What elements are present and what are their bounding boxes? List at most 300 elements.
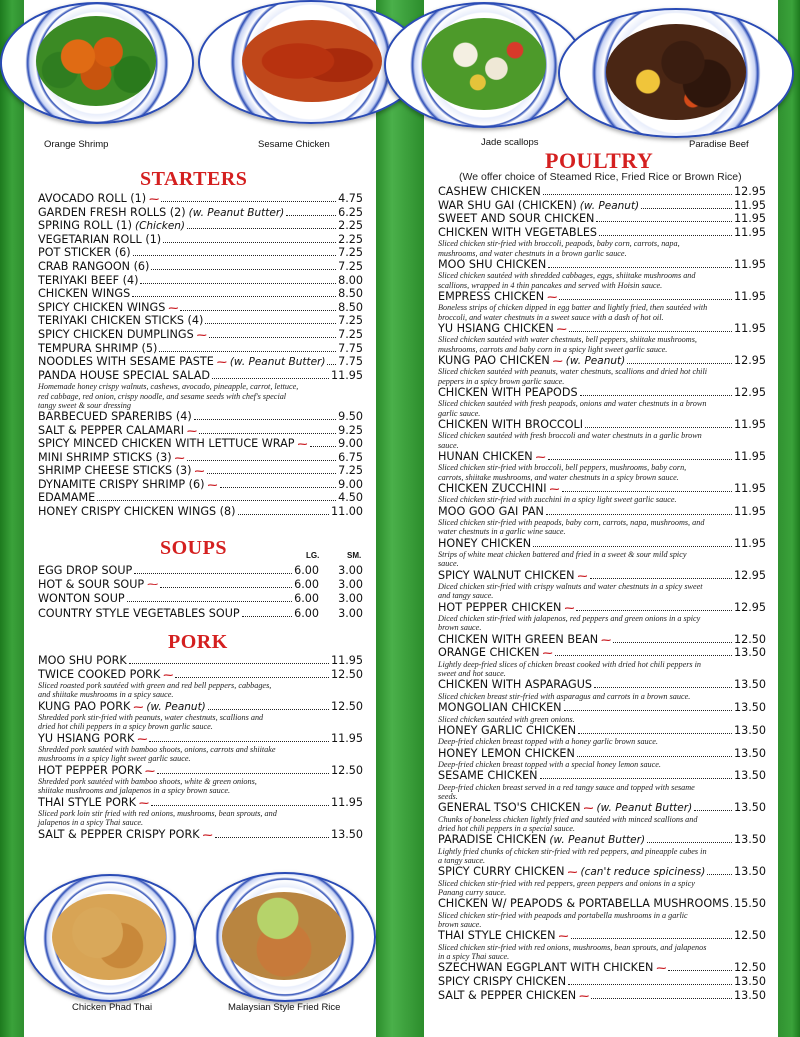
item-description: Diced chicken stir-fried with crispy walnuts and water chestnuts in a spicy sweet and tangy sauce. (438, 582, 703, 601)
item-price: 7.25 (338, 314, 363, 328)
chili-pepper-icon: ⁓ (168, 302, 179, 314)
item-name: TEMPURA SHRIMP (5) (38, 341, 158, 355)
dot-leader (577, 755, 732, 757)
item-price: 9.00 (338, 477, 363, 491)
item-note: (w. Peanut Butter) (549, 834, 646, 847)
item-description: Sliced chicken stir-fried with peapods and portabella mushrooms in a garlic brown sauce. (438, 910, 688, 930)
soups-title: SOUPS (160, 537, 227, 559)
menu-item-row (38, 700, 363, 714)
item-description: Shredded pork sautéed with bamboo shoots, white & green onions, shiitake mushrooms and jalapenos in a spicy brown sauce. (38, 777, 257, 796)
menu-item-row (438, 185, 766, 199)
menu-item-row (38, 233, 363, 247)
item-price: 13.50 (733, 723, 766, 737)
soups-list (38, 564, 363, 621)
item-name: EGG DROP SOUP (38, 564, 133, 577)
item-price: 7.25 (338, 464, 363, 478)
dot-leader (568, 983, 732, 985)
dot-leader (641, 207, 732, 209)
item-name: THAI STYLE CHICKEN (438, 929, 556, 943)
paradise-beef-food-image (606, 24, 746, 120)
caption-chicken-phad-thai: Chicken Phad Thai (72, 1002, 153, 1013)
dot-leader (175, 676, 329, 678)
chili-pepper-icon: ⁓ (196, 329, 207, 341)
item-name: GARDEN FRESH ROLLS (2) (38, 205, 186, 219)
menu-item-row (38, 410, 363, 424)
item-name: VEGETARIAN ROLL (1) (38, 232, 162, 246)
item-name: SWEET AND SOUR CHICKEN (438, 212, 595, 226)
item-name: KUNG PAO PORK (38, 699, 131, 713)
item-name: ORANGE CHICKEN (438, 646, 540, 660)
item-price: 8.50 (338, 300, 363, 314)
item-description: Sliced chicken sautéed with fresh broccoli and water chestnuts in a garlic brown sauce. (438, 431, 702, 450)
menu-item-row (438, 450, 766, 464)
dot-leader (647, 841, 732, 843)
item-name: SPRING ROLL (1) (38, 219, 132, 233)
menu-item-row (438, 975, 766, 989)
dot-leader (194, 418, 336, 420)
chili-pepper-icon: ⁓ (583, 803, 594, 815)
dot-leader (180, 309, 336, 311)
item-name: HOT PEPPER CHICKEN (438, 600, 562, 614)
jade-scallops-photo (384, 2, 584, 128)
item-price: 7.75 (338, 341, 363, 355)
item-name: HOT & SOUR SOUP (38, 578, 145, 592)
item-note: (w. Peanut Butter) (596, 802, 693, 815)
menu-item-row (438, 801, 766, 815)
item-price: 13.50 (733, 988, 766, 1002)
item-price: 9.00 (338, 437, 363, 451)
item-name: POT STICKER (6) (38, 246, 131, 260)
menu-item-row (38, 668, 363, 682)
dot-leader (151, 268, 336, 270)
dot-leader (548, 266, 732, 268)
dot-leader (208, 708, 329, 710)
menu-item-row (38, 342, 363, 356)
dot-leader (220, 486, 337, 488)
item-name: CASHEW CHICKEN (438, 185, 541, 198)
item-price-large: 6.00 (294, 606, 319, 620)
chili-pepper-icon: ⁓ (552, 355, 563, 367)
item-name: SPICY WALNUT CHICKEN (438, 568, 575, 582)
item-description: Diced chicken stir-fried with jalapenos, red peppers and green onions in a spicy brown sauce. (438, 614, 701, 633)
item-price: 15.50 (733, 897, 766, 911)
item-name: CHICKEN WITH VEGETABLES (438, 225, 597, 239)
menu-item-row (438, 646, 766, 660)
menu-item-row (38, 732, 363, 746)
item-name: SPICY CHICKEN WINGS (38, 300, 166, 314)
item-description: Sliced roasted pork sautéed with green and red bell peppers, cabbages, and shiitake mushrooms in a spicy sauce. (38, 681, 272, 700)
item-description: Sliced chicken sautéed with shredded cabbages, eggs, shiitake mushrooms and scallions, wrapped in 4 thin pancakes and served with Hoisin sauce. (438, 271, 696, 290)
dot-leader (569, 330, 732, 332)
item-price: 6.25 (338, 205, 363, 219)
item-name: TWICE COOKED PORK (38, 667, 161, 681)
item-price: 11.95 (733, 198, 766, 212)
menu-item-row (38, 654, 363, 668)
chili-pepper-icon: ⁓ (297, 439, 308, 451)
chili-pepper-icon: ⁓ (137, 733, 148, 745)
phad-thai-food-image (52, 894, 166, 980)
item-price-large: 6.00 (294, 564, 319, 577)
item-price: 11.00 (330, 505, 363, 519)
dot-leader (159, 350, 336, 352)
dot-leader (129, 662, 329, 664)
sesame-chicken-food-image (242, 20, 382, 102)
item-description: Sliced chicken stir-fried with zucchini in a spicy light sweet garlic sauce. (438, 495, 677, 505)
dot-leader (242, 616, 292, 617)
menu-item-row (438, 865, 766, 879)
item-name: SPICY CRISPY CHICKEN (438, 974, 567, 988)
menu-item-row (438, 212, 766, 226)
menu-item-row (38, 260, 363, 274)
dot-leader (707, 873, 732, 875)
item-price: 4.75 (338, 192, 363, 205)
menu-item-row (438, 505, 766, 519)
menu-item-row (38, 301, 363, 315)
menu-item-row (438, 537, 766, 551)
item-name: WAR SHU GAI (CHICKEN) (438, 198, 577, 212)
dot-leader (571, 937, 732, 939)
item-price: 7.25 (338, 327, 363, 341)
item-description: Lightly fried chunks of chicken stir-fried with red peppers, and pineapple cubes in a tangy sauce. (438, 846, 707, 866)
chili-pepper-icon: ⁓ (579, 990, 590, 1002)
soup-item-row (38, 607, 363, 621)
item-description: Sliced chicken stir-fried with red onions, mushrooms, bean sprouts, and jalapenos in a spicy Thai sauce. (438, 942, 707, 962)
item-price: 12.95 (733, 568, 766, 582)
dot-leader (578, 732, 732, 734)
item-name: CHICKEN WITH GREEN BEAN (438, 632, 599, 646)
item-name: CHICKEN W/ PEAPODS & PORTABELLA MUSHROOMS (438, 897, 729, 911)
menu-item-row (438, 747, 766, 761)
caption-paradise-beef: Paradise Beef (689, 139, 749, 150)
item-name: PANDA HOUSE SPECIAL SALAD (38, 368, 211, 382)
item-note: (w. Peanut Butter) (188, 206, 285, 219)
dot-leader (668, 969, 732, 971)
item-name: CRAB RANGOON (6) (38, 259, 150, 273)
menu-item-row (38, 314, 363, 328)
chili-pepper-icon: ⁓ (547, 291, 558, 303)
dot-leader (151, 804, 329, 806)
item-price: 12.50 (330, 699, 363, 713)
starters-list (38, 192, 363, 519)
item-name: CHICKEN WINGS (38, 287, 131, 301)
item-name: COUNTRY STYLE VEGETABLES SOUP (38, 606, 240, 620)
chili-pepper-icon: ⁓ (601, 634, 612, 646)
menu-item-row (38, 219, 363, 233)
menu-item-row (438, 678, 766, 692)
caption-orange-shrimp: Orange Shrimp (44, 139, 109, 150)
item-note: (w. Peanut) (579, 199, 640, 212)
item-price: 11.95 (733, 212, 766, 226)
chili-pepper-icon: ⁓ (207, 479, 218, 491)
item-price-small: 3.00 (338, 592, 363, 606)
menu-item-row (38, 491, 363, 505)
item-price: 11.95 (733, 536, 766, 550)
item-name: YU HSIANG CHICKEN (438, 321, 554, 335)
item-price: 13.50 (733, 833, 766, 847)
item-name: GENERAL TSO'S CHICKEN (438, 801, 581, 815)
menu-item-row (38, 451, 363, 465)
item-price: 11.95 (733, 481, 766, 495)
jade-scallops-food-image (422, 18, 546, 110)
item-name: CHICKEN WITH BROCCOLI (438, 417, 584, 431)
paradise-beef-photo (558, 8, 794, 138)
dot-leader (133, 254, 337, 256)
caption-malaysian-fried-rice: Malaysian Style Fried Rice (228, 1002, 341, 1013)
item-price: 12.95 (733, 600, 766, 614)
menu-item-row (438, 386, 766, 400)
item-price: 4.50 (338, 491, 363, 505)
item-name: EDAMAME (38, 491, 96, 505)
pork-title: PORK (168, 631, 228, 653)
item-price: 11.95 (330, 654, 363, 667)
item-price: 11.95 (330, 795, 363, 809)
item-description: Shredded pork sautéed with bamboo shoots, onions, carrots and shiitake mushrooms in a spicy light sweet garlic sauce. (38, 745, 276, 764)
item-price: 11.95 (733, 289, 766, 303)
dot-leader (594, 686, 732, 688)
pork-list (38, 654, 363, 841)
caption-jade-scallops: Jade scallops (481, 137, 539, 148)
item-name: SPICY CHICKEN DUMPLINGS (38, 327, 194, 341)
item-name: SHRIMP CHEESE STICKS (3) (38, 464, 192, 478)
menu-item-row (438, 482, 766, 496)
item-description: Shredded pork stir-fried with peanuts, water chestnuts, scallions and dried hot chili peppers in a spicy brown garlic sauce. (38, 713, 264, 732)
item-name: HONEY CRISPY CHICKEN WINGS (8) (38, 505, 236, 519)
chili-pepper-icon: ⁓ (577, 570, 588, 582)
poultry-list (438, 185, 766, 1002)
menu-item-row (38, 369, 363, 383)
item-name: SPICY CURRY CHICKEN (438, 865, 565, 879)
menu-item-row (438, 418, 766, 432)
dot-leader (591, 997, 732, 999)
dot-leader (731, 905, 732, 907)
dot-leader (215, 836, 329, 838)
chili-pepper-icon: ⁓ (556, 323, 567, 335)
item-description: Lightly deep-fried slices of chicken breast cooked with dried hot chili peppers in sweet and hot sauce. (438, 659, 702, 678)
item-name: BARBECUED SPARERIBS (4) (38, 409, 192, 423)
item-price-small: 3.00 (338, 564, 363, 577)
poultry-title: POULTRY (545, 148, 654, 173)
chili-pepper-icon: ⁓ (202, 829, 213, 841)
item-name: MINI SHRIMP STICKS (3) (38, 450, 172, 464)
menu-item-row (38, 246, 363, 260)
item-description: Deep-fried chicken breast topped with a special honey lemon sauce. (438, 760, 661, 770)
menu-item-row (38, 437, 363, 451)
item-name: HOT PEPPER PORK (38, 763, 142, 777)
menu-item-row (38, 328, 363, 342)
dot-leader (580, 394, 732, 396)
item-price: 9.50 (338, 409, 363, 423)
item-price-large: 6.00 (294, 592, 319, 606)
item-note: (w. Peanut Butter) (229, 356, 326, 369)
item-price: 8.50 (338, 287, 363, 301)
orange-shrimp-food-image (36, 16, 156, 106)
item-price: 11.95 (330, 731, 363, 745)
chili-pepper-icon: ⁓ (163, 669, 174, 681)
soup-item-row (38, 578, 363, 592)
menu-item-row (438, 989, 766, 1003)
menu-item-row (38, 796, 363, 810)
item-description: Sliced chicken stir-fried with broccoli, bell peppers, mushrooms, baby corn, carrots, shiitake mushrooms, and water chestnuts in a spicy brown sauce. (438, 463, 687, 482)
dot-leader (599, 234, 732, 236)
menu-item-row (438, 929, 766, 943)
item-price: 2.25 (338, 219, 363, 233)
chili-pepper-icon: ⁓ (187, 425, 198, 437)
dot-leader (209, 336, 336, 338)
menu-item-row (438, 897, 766, 911)
menu-item-row (438, 961, 766, 975)
item-name: SALT & PEPPER CALAMARI (38, 423, 185, 437)
menu-item-row (438, 633, 766, 647)
item-name: EMPRESS CHICKEN (438, 289, 545, 303)
chili-pepper-icon: ⁓ (216, 357, 227, 369)
item-name: PARADISE CHICKEN (438, 833, 547, 847)
item-price-small: 3.00 (338, 578, 363, 592)
item-description: Sliced chicken sautéed with water chestnuts, bell peppers, shiitake mushrooms, mushrooms, carrots and baby corn in a spicy light sweet garlic sauce. (438, 335, 697, 354)
item-name: WONTON SOUP (38, 592, 125, 606)
chili-pepper-icon: ⁓ (535, 451, 546, 463)
item-name: TERIYAKI CHICKEN STICKS (4) (38, 314, 204, 328)
menu-item-row (438, 199, 766, 213)
dot-leader (590, 577, 732, 579)
item-description: Strips of white meat chicken battered and fried in a sweet & sour mild spicy sauce. (438, 550, 687, 569)
dot-leader (132, 295, 336, 297)
chili-pepper-icon: ⁓ (149, 194, 160, 205)
item-price: 12.95 (733, 185, 766, 198)
dot-leader (555, 654, 732, 656)
menu-item-row (438, 724, 766, 738)
item-name: CHICKEN WITH ASPARAGUS (438, 678, 593, 692)
item-name: MOO SHU PORK (38, 654, 127, 667)
dot-leader (543, 193, 732, 195)
item-description: Homemade honey crispy walnuts, cashews, avocado, pineapple, carrot, lettuce, red cabbage, red onion, crispy noodle, and sesame seeds with chef's special tangy sweet & sour dressing (38, 382, 299, 410)
chili-pepper-icon: ⁓ (147, 578, 159, 592)
item-price: 7.25 (338, 259, 363, 273)
dot-leader (149, 740, 329, 742)
menu-item-row (438, 354, 766, 368)
menu-item-row (38, 464, 363, 478)
item-price: 13.50 (733, 769, 766, 783)
dot-leader (564, 709, 732, 711)
dot-leader (163, 241, 336, 243)
dot-leader (548, 458, 732, 460)
item-description: Deep-fried chicken breast topped with a honey garlic brown sauce. (438, 737, 658, 747)
item-price: 7.75 (338, 355, 363, 369)
dot-leader (205, 322, 336, 324)
item-price: 13.50 (733, 700, 766, 714)
item-price: 13.50 (733, 801, 766, 815)
item-note: (Chicken) (134, 220, 186, 233)
item-name: SZECHWAN EGGPLANT WITH CHICKEN (438, 961, 654, 975)
item-name: THAI STYLE PORK (38, 795, 137, 809)
menu-item-row (38, 274, 363, 288)
item-price: 11.95 (733, 449, 766, 463)
item-price: 13.50 (733, 678, 766, 692)
dot-leader (160, 587, 292, 588)
item-name: MONGOLIAN CHICKEN (438, 700, 562, 714)
item-price: 12.95 (733, 353, 766, 367)
chili-pepper-icon: ⁓ (558, 931, 569, 943)
menu-item-row (38, 828, 363, 842)
menu-item-row (38, 505, 363, 519)
menu-item-row (38, 206, 363, 220)
chili-pepper-icon: ⁓ (542, 648, 553, 660)
dot-leader (596, 220, 732, 222)
dot-leader (187, 459, 336, 461)
item-name: HONEY GARLIC CHICKEN (438, 723, 577, 737)
caption-sesame-chicken: Sesame Chicken (258, 139, 330, 150)
menu-item-row (438, 769, 766, 783)
item-name: AVOCADO ROLL (1) (38, 192, 147, 205)
chili-pepper-icon: ⁓ (174, 452, 185, 464)
item-price: 9.25 (338, 423, 363, 437)
item-description: Boneless strips of chicken dipped in egg batter and lightly fried, then sautéed with broccoli, and water chestnuts in a sweet sauce with a dash of hot oil. (438, 303, 708, 322)
item-description: Sliced chicken sautéed with fresh peapods, onions and water chestnuts in a brown garlic sauce. (438, 399, 707, 418)
chicken-phad-thai-photo (24, 874, 196, 1002)
dot-leader (576, 609, 732, 611)
dot-leader (613, 641, 732, 643)
item-price: 11.95 (330, 368, 363, 382)
item-name: CHICKEN WITH PEAPODS (438, 385, 578, 399)
chili-pepper-icon: ⁓ (656, 963, 667, 975)
item-description: Sliced pork loin stir fried with red onions, mushrooms, bean sprouts, and jalapenos in a spicy Thai sauce. (38, 809, 277, 828)
item-price: 12.50 (330, 667, 363, 681)
soups-sm-label: SM. (347, 551, 362, 560)
dot-leader (627, 362, 732, 364)
dot-leader (585, 426, 732, 428)
item-name: KUNG PAO CHICKEN (438, 353, 550, 367)
chili-pepper-icon: ⁓ (144, 765, 155, 777)
item-note: (w. Peanut) (565, 354, 626, 367)
item-name: HONEY LEMON CHICKEN (438, 746, 575, 760)
dot-leader (310, 445, 337, 447)
item-price: 11.95 (733, 321, 766, 335)
menu-item-row (438, 290, 766, 304)
item-price: 6.75 (338, 450, 363, 464)
dot-leader (286, 214, 336, 216)
item-description: Sliced chicken stir-fried with red peppers, green peppers and onions in a spicy Panang curry sauce. (438, 878, 695, 898)
item-price: 11.95 (733, 257, 766, 271)
menu-item-row (438, 322, 766, 336)
poultry-subtitle: (We offer choice of Steamed Rice, Fried Rice or Brown Rice) (459, 171, 742, 183)
item-price: 11.95 (733, 504, 766, 518)
item-description: Sliced chicken sautéed with green onions. (438, 714, 575, 724)
menu-item-row (38, 424, 363, 438)
dot-leader (134, 573, 292, 574)
menu-item-row (438, 701, 766, 715)
item-price: 11.95 (733, 417, 766, 431)
item-price: 12.50 (733, 632, 766, 646)
chili-pepper-icon: ⁓ (567, 867, 578, 879)
item-name: MOO GOO GAI PAN (438, 504, 544, 518)
dot-leader (212, 377, 329, 379)
item-price: 12.50 (733, 961, 766, 975)
item-description: Sliced chicken sautéed with peanuts, water chestnuts, scallions and dried hot chili peppers in a spicy brown garlic sauce. (438, 367, 708, 386)
item-name: CHICKEN ZUCCHINI (438, 481, 547, 495)
menu-item-row (38, 478, 363, 492)
item-price: 13.50 (733, 865, 766, 879)
dot-leader (559, 298, 732, 300)
item-price: 11.95 (733, 225, 766, 239)
item-price: 13.50 (330, 827, 363, 841)
dot-leader (562, 490, 732, 492)
item-name: SPICY MINCED CHICKEN WITH LETTUCE WRAP (38, 437, 295, 451)
item-name: SESAME CHICKEN (438, 769, 538, 783)
item-name: HONEY CHICKEN (438, 536, 532, 550)
dot-leader (327, 363, 336, 365)
item-note: (can't reduce spiciness) (580, 866, 706, 879)
dot-leader (161, 200, 336, 202)
item-name: TERIYAKI BEEF (4) (38, 273, 139, 287)
